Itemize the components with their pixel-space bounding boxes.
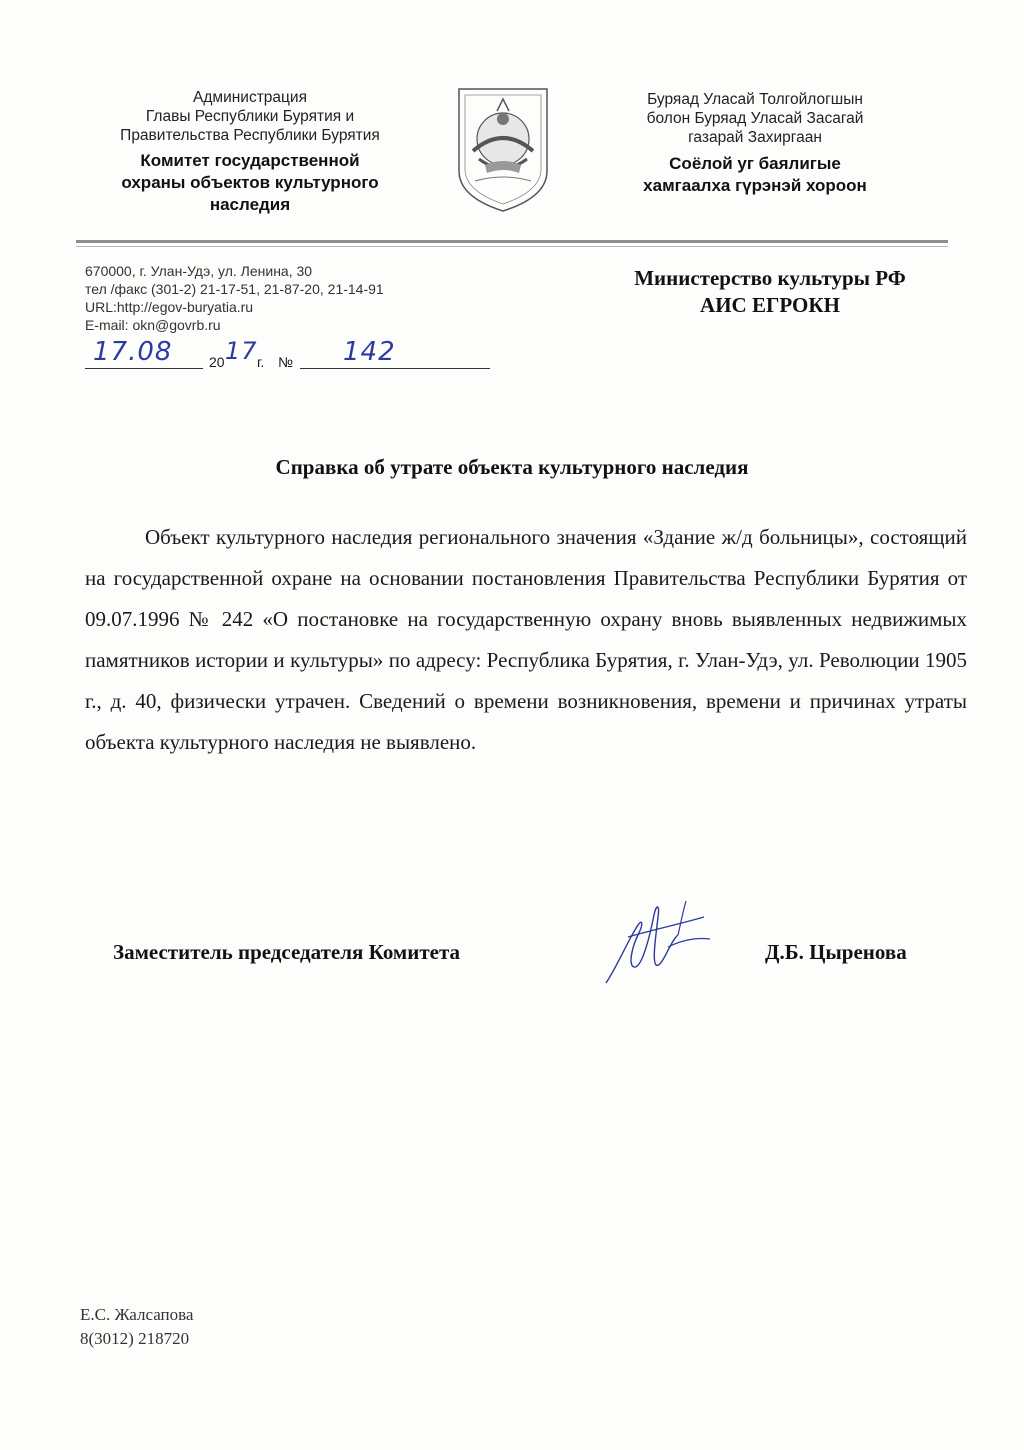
admin-line-bur-1: Буряад Уласай Толгойлогшын	[647, 91, 863, 108]
contact-block	[85, 262, 384, 334]
contact-email: E-mail: okn@govrb.ru	[85, 317, 221, 333]
admin-line-3: Правительства Республики Бурятия	[120, 127, 380, 144]
department-line-1: Комитет государственной	[140, 151, 360, 170]
date-number-line	[85, 337, 505, 373]
recipient-block	[600, 265, 940, 319]
recipient-line-1: Министерство культуры РФ	[634, 266, 906, 290]
recipient-line-2: АИС ЕГРОКН	[700, 293, 840, 317]
executor-block	[80, 1303, 193, 1351]
handwritten-number: 142	[343, 337, 396, 367]
admin-line-bur-2: болон Буряад Уласай Засагай	[646, 110, 864, 127]
coat-of-arms-icon	[455, 85, 551, 215]
department-name	[80, 150, 420, 216]
handwritten-year: 17	[225, 337, 258, 365]
year-prefix: 20	[209, 354, 225, 370]
signatory-name: Д.Б. Цыренова	[765, 940, 907, 964]
department-name-bur	[600, 153, 910, 197]
signatory-role: Заместитель председателя Комитета	[113, 940, 461, 964]
letterhead-left	[80, 88, 420, 216]
contact-url: URL:http://egov-buryatia.ru	[85, 299, 254, 315]
number-underline	[300, 368, 490, 369]
year-label: г.	[257, 354, 265, 370]
date-underline	[85, 368, 203, 369]
department-line-3: наследия	[209, 195, 291, 214]
document-body: Объект культурного наследия регионального значения «Здание ж/д больницы», состоящий на государственной охране на основании постановления Правительства Республики Бурятия от 09.07.1996 № 242 «О постановке на государственную охрану вновь выявленных недвижимых памятников истории и культуры» по адресу: Республика Бурятия, г. Улан-Удэ, ул. Революции 1905 г., д. 40, физически утрачен. Сведений о времени возникновения, времени и причинах утраты объекта культурного наследия не выявлено.	[85, 525, 967, 754]
contact-phone: тел /факс (301-2) 21-17-51, 21-87-20, 21-14-91	[85, 281, 384, 297]
number-label: №	[278, 354, 294, 370]
handwritten-signature	[598, 895, 718, 990]
header-divider-thin	[76, 246, 948, 247]
letterhead-right	[600, 90, 910, 197]
admin-line-1: Администрация	[193, 89, 307, 106]
department-bur-line-2: хамгаалха гүрэнэй хороон	[643, 176, 867, 195]
executor-name: Е.С. Жалсапова	[80, 1305, 194, 1324]
department-line-2: охраны объектов культурного	[121, 173, 379, 192]
admin-line-bur-3: газарай Захиргаан	[688, 129, 822, 146]
handwritten-date: 17.08	[93, 337, 173, 367]
department-bur-line-1: Соёлой уг баялигые	[669, 154, 841, 173]
contact-address: 670000, г. Улан-Удэ, ул. Ленина, 30	[85, 263, 313, 279]
header-divider	[76, 240, 948, 243]
admin-line-2: Главы Республики Бурятия и	[145, 108, 355, 125]
document-title: Справка об утрате объекта культурного наследия	[275, 455, 749, 479]
executor-phone: 8(3012) 218720	[80, 1329, 190, 1348]
